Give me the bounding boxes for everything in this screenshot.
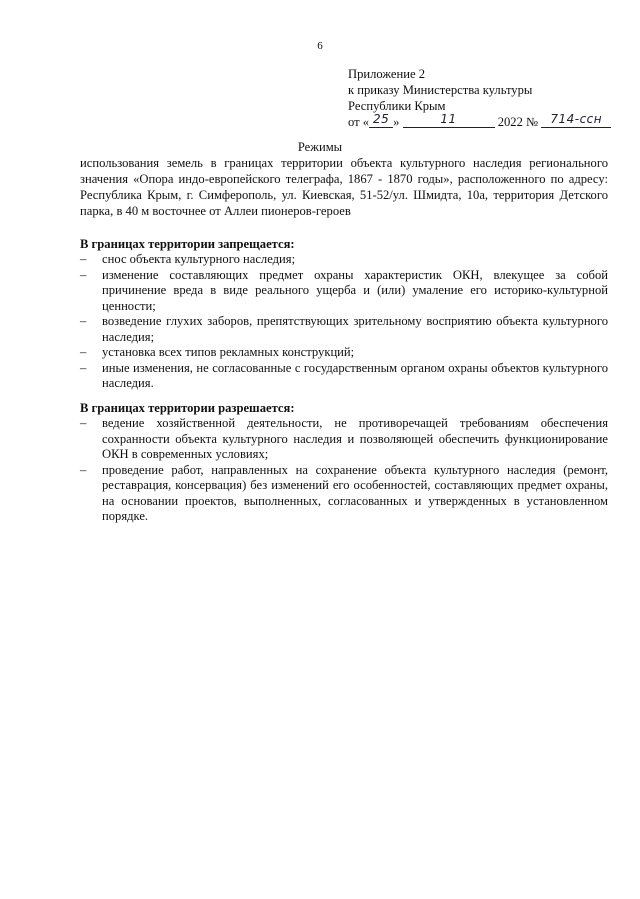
dash-bullet: – — [80, 416, 87, 430]
prohibited-item-text: изменение составляющих предмет охраны характеристик ОКН, влекущее за собой причинение вреда в виде реального ущерба и (или) умаление его историко-культурной ценности; — [102, 267, 608, 313]
allowed-item-text: проведение работ, направленных на сохранение объекта культурного наследия (ремонт, реставрация, консервация) без изменений его особенностей, составляющих предмет охраны, на основании проектов, выполненных, согласованных и утвержденных в установленном порядке. — [102, 462, 608, 523]
annex-line-1: Приложение 2 — [348, 67, 426, 81]
allowed-item-text: ведение хозяйственной деятельности, не противоречащей требованиям обеспечения сохранности объекта культурного наследия и позволяющей обеспечить функционирование ОКН в современных условиях; — [102, 416, 608, 461]
prohibited-item — [80, 252, 608, 268]
annex-header — [348, 66, 608, 130]
date-day-field — [369, 114, 393, 128]
intro-paragraph: использования земель в границах территории объекта культурного наследия регионального значения «Опора индо-европейского телеграфа, 1867 - 1870 годы», расположенного по адресу: Республика Крым, г. Симферополь, ул. Киевская, 51-52/ул. Шмидта, 10а, территория Детского парка, в 40 м восточнее от Аллеи пионеров-героев — [80, 156, 608, 218]
annex-date-line — [348, 114, 608, 130]
annex-line-3: Республики Крым — [348, 99, 446, 113]
dash-bullet: – — [80, 267, 87, 282]
dash-bullet: – — [80, 314, 87, 328]
date-month-handwritten: 11 — [440, 112, 457, 126]
prohibited-heading: В границах территории запрещается: — [80, 237, 295, 251]
order-number-field — [541, 114, 611, 128]
page-number: 6 — [317, 40, 323, 52]
year-and-number-label: 2022 № — [497, 115, 539, 129]
allowed-section — [80, 400, 608, 525]
dash-bullet: – — [80, 252, 87, 266]
date-quote-close: » — [393, 115, 400, 129]
prohibited-item — [80, 314, 608, 345]
annex-line-2: к приказу Министерства культуры — [348, 83, 533, 97]
prohibited-item — [80, 361, 608, 392]
dash-bullet: – — [80, 360, 87, 375]
allowed-item — [80, 463, 608, 525]
dash-bullet: – — [80, 345, 87, 359]
allowed-heading: В границах территории разрешается: — [80, 401, 295, 415]
prohibited-item — [80, 268, 608, 315]
allowed-item — [80, 416, 608, 463]
document-title: Режимы — [297, 140, 343, 154]
prohibited-item-text: снос объекта культурного наследия; — [102, 252, 296, 266]
prohibited-section — [80, 236, 608, 392]
prohibited-item — [80, 345, 608, 361]
prohibited-item-text: установка всех типов рекламных конструкций; — [102, 345, 355, 359]
order-number-handwritten: 714-ссн — [550, 112, 603, 126]
dash-bullet: – — [80, 462, 87, 477]
prohibited-item-text: иные изменения, не согласованные с государственным органом охраны объектов культурного наследия. — [102, 360, 608, 390]
prohibited-item-text: возведение глухих заборов, препятствующих зрительному восприятию объекта культурного наследия; — [102, 314, 608, 344]
date-day-handwritten: 25 — [372, 112, 390, 126]
date-prefix: от « — [348, 115, 370, 129]
date-month-field — [403, 114, 495, 128]
